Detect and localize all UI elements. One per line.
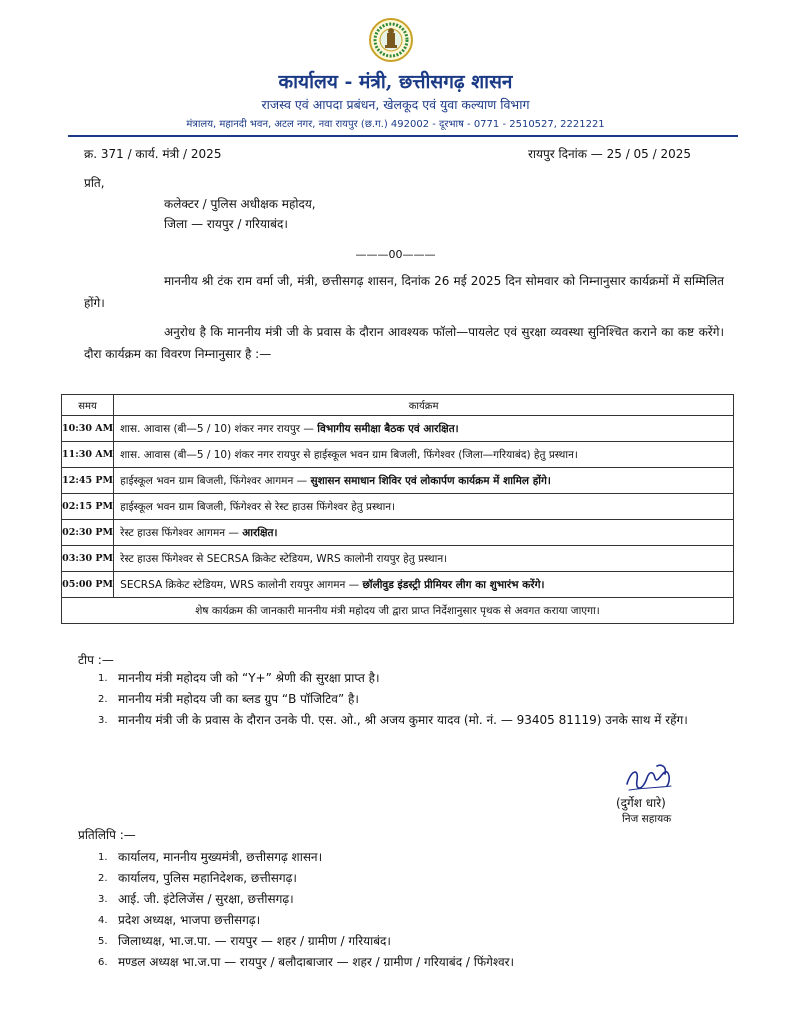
department-subtitle: राजस्व एवं आपदा प्रबंधन, खेलकूद एवं युवा कल्याण विभाग — [261, 97, 530, 112]
note-text: माननीय मंत्री महोदय जी का ब्लड ग्रुप “B पॉजिटिव” है। — [118, 692, 359, 706]
list-number: 3. — [98, 894, 108, 905]
schedule-time: 12:45 PM — [62, 468, 114, 494]
list-item — [98, 952, 698, 973]
schedule-program — [114, 572, 734, 598]
list-number: 1. — [98, 852, 108, 863]
table-row — [62, 494, 734, 520]
copy-text: जिलाध्यक्ष, भा.ज.पा. — रायपुर — शहर / ग्रामीण / गरियाबंद। — [118, 934, 391, 948]
schedule-program — [114, 494, 734, 520]
list-item — [98, 910, 698, 931]
list-number: 2. — [98, 694, 108, 705]
list-number: 4. — [98, 915, 108, 926]
table-row — [62, 416, 734, 442]
program-highlight: सुशासन समाधान शिविर एवं लोकार्पण कार्यक्रम में शामिल होंगे। — [310, 474, 551, 487]
list-item — [98, 710, 720, 731]
table-row — [62, 520, 734, 546]
schedule-table — [61, 394, 734, 624]
copies-list — [98, 847, 698, 973]
list-number: 5. — [98, 936, 108, 947]
list-number: 6. — [98, 957, 108, 968]
schedule-time: 02:15 PM — [62, 494, 114, 520]
list-item — [98, 847, 698, 868]
column-header-time: समय — [62, 395, 114, 416]
reference-date: रायपुर दिनांक — 25 / 05 / 2025 — [528, 147, 692, 161]
list-item — [98, 689, 720, 710]
schedule-program — [114, 416, 734, 442]
notes-heading: टीप :— — [78, 653, 114, 667]
program-text: हाईस्कूल भवन ग्राम बिजली, फिंगेश्वर से रेस्ट हाउस फिंगेश्वर हेतु प्रस्थान। — [120, 500, 396, 513]
list-number: 3. — [98, 715, 108, 726]
table-row — [62, 442, 734, 468]
copies-heading: प्रतिलिपि :— — [78, 828, 136, 842]
schedule-footer: शेष कार्यक्रम की जानकारी माननीय मंत्री महोदय जी द्वारा प्राप्त निर्देशानुसार पृथक से अवगत कराया जाएगा। — [62, 598, 734, 624]
schedule-program — [114, 520, 734, 546]
copy-text: मण्डल अध्यक्ष भा.ज.पा — रायपुर / बलौदाबाजार — शहर / ग्रामीण / गरियाबंद / फिंगेश्वर। — [118, 955, 515, 969]
copy-text: प्रदेश अध्यक्ष, भाजपा छत्तीसगढ़। — [118, 913, 261, 927]
note-text: माननीय मंत्री महोदय जी को “Y+” श्रेणी की सुरक्षा प्राप्त है। — [118, 671, 380, 685]
schedule-time: 05:00 PM — [62, 572, 114, 598]
program-text: रेस्ट हाउस फिंगेश्वर आगमन — — [120, 526, 243, 539]
office-address: मंत्रालय, महानदी भवन, अटल नगर, नवा रायपुर (छ.ग.) 492002 - दूरभाष - 0771 - 2510527, 2221221 — [186, 119, 605, 130]
table-row — [62, 572, 734, 598]
program-text: रेस्ट हाउस फिंगेश्वर से SECRSA क्रिकेट स्टेडियम, WRS कालोनी रायपुर हेतु प्रस्थान। — [120, 552, 448, 565]
program-text: शास. आवास (बी—5 / 10) शंकर नगर रायपुर से हाईस्कूल भवन ग्राम बिजली, फिंगेश्वर (जिला—गरियाबंद) हेतु प्रस्थान। — [120, 448, 578, 461]
schedule-header-row — [62, 395, 734, 416]
list-number: 2. — [98, 873, 108, 884]
schedule-program — [114, 468, 734, 494]
notes-list — [98, 668, 720, 731]
program-text: शास. आवास (बी—5 / 10) शंकर नगर रायपुर — — [120, 422, 318, 435]
schedule-program — [114, 546, 734, 572]
request-paragraph: अनुरोध है कि माननीय मंत्री जी के प्रवास के दौरान आवश्यक फॉलो—पायलेट एवं सुरक्षा व्यवस्था सुनिश्चित कराने का कष्ट करेंगे। दौरा कार्यक्रम का विवरण निम्नानुसार है :— — [84, 325, 724, 361]
program-highlight: आरक्षित। — [242, 526, 278, 539]
recipient-prefix: प्रति, — [84, 176, 105, 190]
signatory-role: निज सहायक — [622, 813, 672, 825]
schedule-time: 11:30 AM — [62, 442, 114, 468]
office-title: कार्यालय - मंत्री, छत्तीसगढ़ शासन — [278, 71, 513, 93]
list-item — [98, 889, 698, 910]
copy-text: कार्यालय, माननीय मुख्यमंत्री, छत्तीसगढ़ शासन। — [118, 850, 323, 864]
program-text: SECRSA क्रिकेट स्टेडियम, WRS कालोनी रायपुर आगमन — — [120, 578, 363, 591]
handwritten-signature-icon — [621, 760, 681, 798]
schedule-footer-row — [62, 598, 734, 624]
program-highlight: छॉलीवुड इंडस्ट्री प्रीमियर लीग का शुभारंभ करेंगे। — [362, 578, 545, 591]
table-row — [62, 546, 734, 572]
list-item — [98, 931, 698, 952]
schedule-time: 10:30 AM — [62, 416, 114, 442]
copy-text: कार्यालय, पुलिस महानिदेशक, छत्तीसगढ़। — [118, 871, 297, 885]
signatory-name: (दुर्गेश धारे) — [616, 796, 666, 810]
intro-paragraph: माननीय श्री टंक राम वर्मा जी, मंत्री, छत्तीसगढ़ शासन, दिनांक 26 मई 2025 दिन सोमवार को निम्नानुसार कार्यक्रमों में सम्मिलित होंगे। — [84, 274, 724, 310]
header-divider — [68, 135, 738, 137]
copy-text: आई. जी. इंटेलिजेंस / सुरक्षा, छत्तीसगढ़। — [118, 892, 294, 906]
program-highlight: विभागीय समीक्षा बैठक एवं आरक्षित। — [317, 422, 459, 435]
reference-number: क्र. 371 / कार्य. मंत्री / 2025 — [84, 147, 222, 161]
column-header-program: कार्यक्रम — [114, 395, 734, 416]
state-emblem-icon — [369, 18, 413, 62]
list-number: 1. — [98, 673, 108, 684]
table-row — [62, 468, 734, 494]
schedule-program — [114, 442, 734, 468]
list-item — [98, 868, 698, 889]
note-text: माननीय मंत्री जी के प्रवास के दौरान उनके पी. एस. ओ., श्री अजय कुमार यादव (मो. नं. — 93405 81119) उनके साथ में रहेंग। — [118, 713, 688, 727]
section-separator: ———00——— — [355, 248, 436, 261]
program-text: हाईस्कूल भवन ग्राम बिजली, फिंगेश्वर आगमन — — [120, 474, 311, 487]
schedule-time: 02:30 PM — [62, 520, 114, 546]
recipient-line-1: कलेक्टर / पुलिस अधीक्षक महोदय, — [164, 197, 316, 211]
schedule-time: 03:30 PM — [62, 546, 114, 572]
list-item — [98, 668, 720, 689]
recipient-line-2: जिला — रायपुर / गरियाबंद। — [164, 217, 288, 231]
